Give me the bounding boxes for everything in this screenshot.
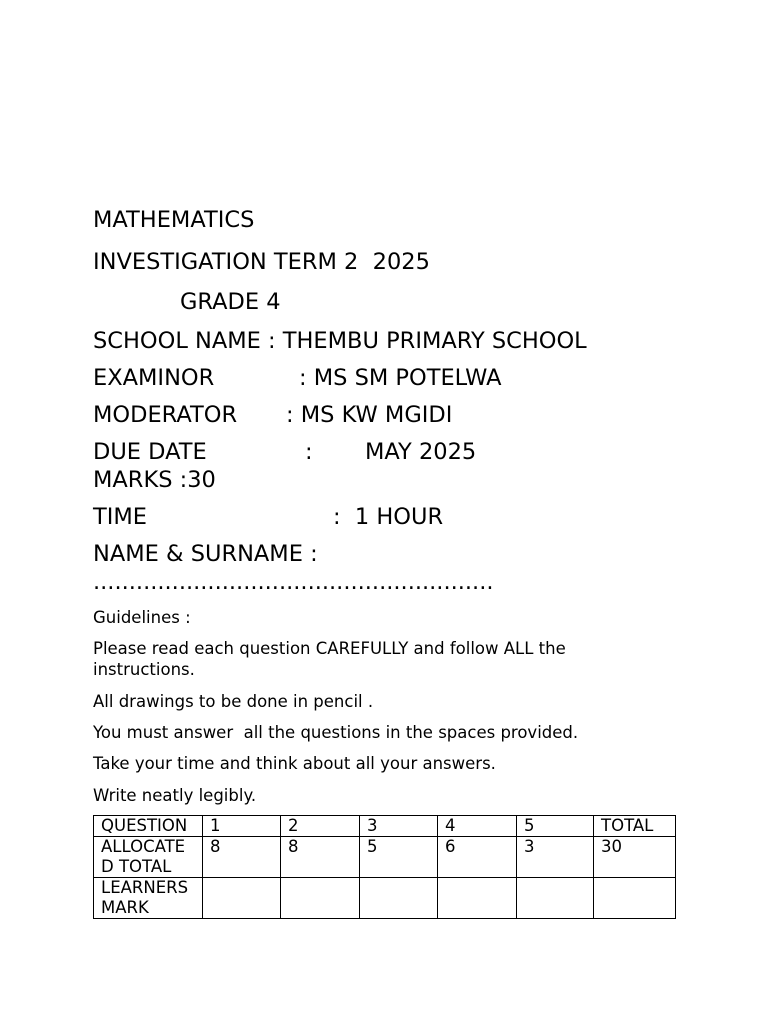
row-label: QUESTION (94, 816, 203, 837)
table-cell: 2 (281, 816, 360, 837)
table-row (94, 837, 676, 878)
guideline-item: Please read each question CAREFULLY and follow ALL the instructions. (93, 639, 566, 680)
name-surname-dots: ........................................................ (93, 569, 494, 595)
time-line (93, 506, 443, 529)
table-cell: 5 (517, 816, 594, 837)
examiner-value: MS SM POTELWA (313, 365, 502, 391)
marks-table (93, 815, 676, 919)
assessment-title: INVESTIGATION TERM 2 2025 (93, 249, 430, 275)
subject-title: MATHEMATICS (93, 207, 255, 233)
due-date-separator: : (305, 439, 313, 465)
learner-mark-cell[interactable] (438, 878, 517, 919)
learner-mark-cell[interactable] (203, 878, 281, 919)
examiner-label: EXAMINOR (93, 365, 215, 391)
school-name-line (93, 330, 587, 353)
row-label: ALLOCATED TOTAL (94, 837, 203, 878)
guideline-item: Take your time and think about all your answers. (93, 754, 496, 773)
school-name-value: THEMBU PRIMARY SCHOOL (282, 328, 587, 354)
school-name-label: SCHOOL NAME (93, 328, 261, 354)
table-cell: 1 (203, 816, 281, 837)
table-row (94, 816, 676, 837)
school-name-separator: : (260, 328, 283, 354)
examiner-separator: : (299, 365, 314, 391)
grade-title: GRADE 4 (180, 289, 281, 315)
moderator-line (93, 404, 452, 427)
learner-mark-cell[interactable] (360, 878, 438, 919)
row-label: LEARNERS MARK (94, 878, 203, 919)
due-date-label: DUE DATE (93, 439, 207, 465)
due-date-value: MAY 2025 (365, 439, 477, 465)
moderator-separator: : (286, 402, 301, 428)
learner-mark-cell[interactable] (281, 878, 360, 919)
learner-mark-cell[interactable] (517, 878, 594, 919)
marks-line: MARKS :30 (93, 467, 216, 493)
time-separator: : (333, 504, 355, 530)
moderator-label: MODERATOR (93, 402, 238, 428)
table-cell: 8 (281, 837, 360, 878)
table-cell: 5 (360, 837, 438, 878)
name-surname-label: NAME & SURNAME : (93, 541, 318, 567)
table-cell: TOTAL (594, 816, 676, 837)
guideline-item: You must answer all the questions in the spaces provided. (93, 723, 579, 742)
guidelines-title: Guidelines : (93, 608, 191, 627)
learner-mark-cell[interactable] (594, 878, 676, 919)
table-cell: 3 (517, 837, 594, 878)
time-label: TIME (93, 504, 148, 530)
table-cell: 3 (360, 816, 438, 837)
table-cell: 30 (594, 837, 676, 878)
guideline-item: All drawings to be done in pencil . (93, 692, 374, 711)
examiner-line (93, 367, 502, 390)
time-value: 1 HOUR (354, 504, 444, 530)
table-cell: 4 (438, 816, 517, 837)
table-cell: 6 (438, 837, 517, 878)
guideline-item: Write neatly legibly. (93, 786, 257, 805)
moderator-value: MS KW MGIDI (300, 402, 453, 428)
due-date-line (93, 441, 476, 464)
table-cell: 8 (203, 837, 281, 878)
table-row (94, 878, 676, 919)
